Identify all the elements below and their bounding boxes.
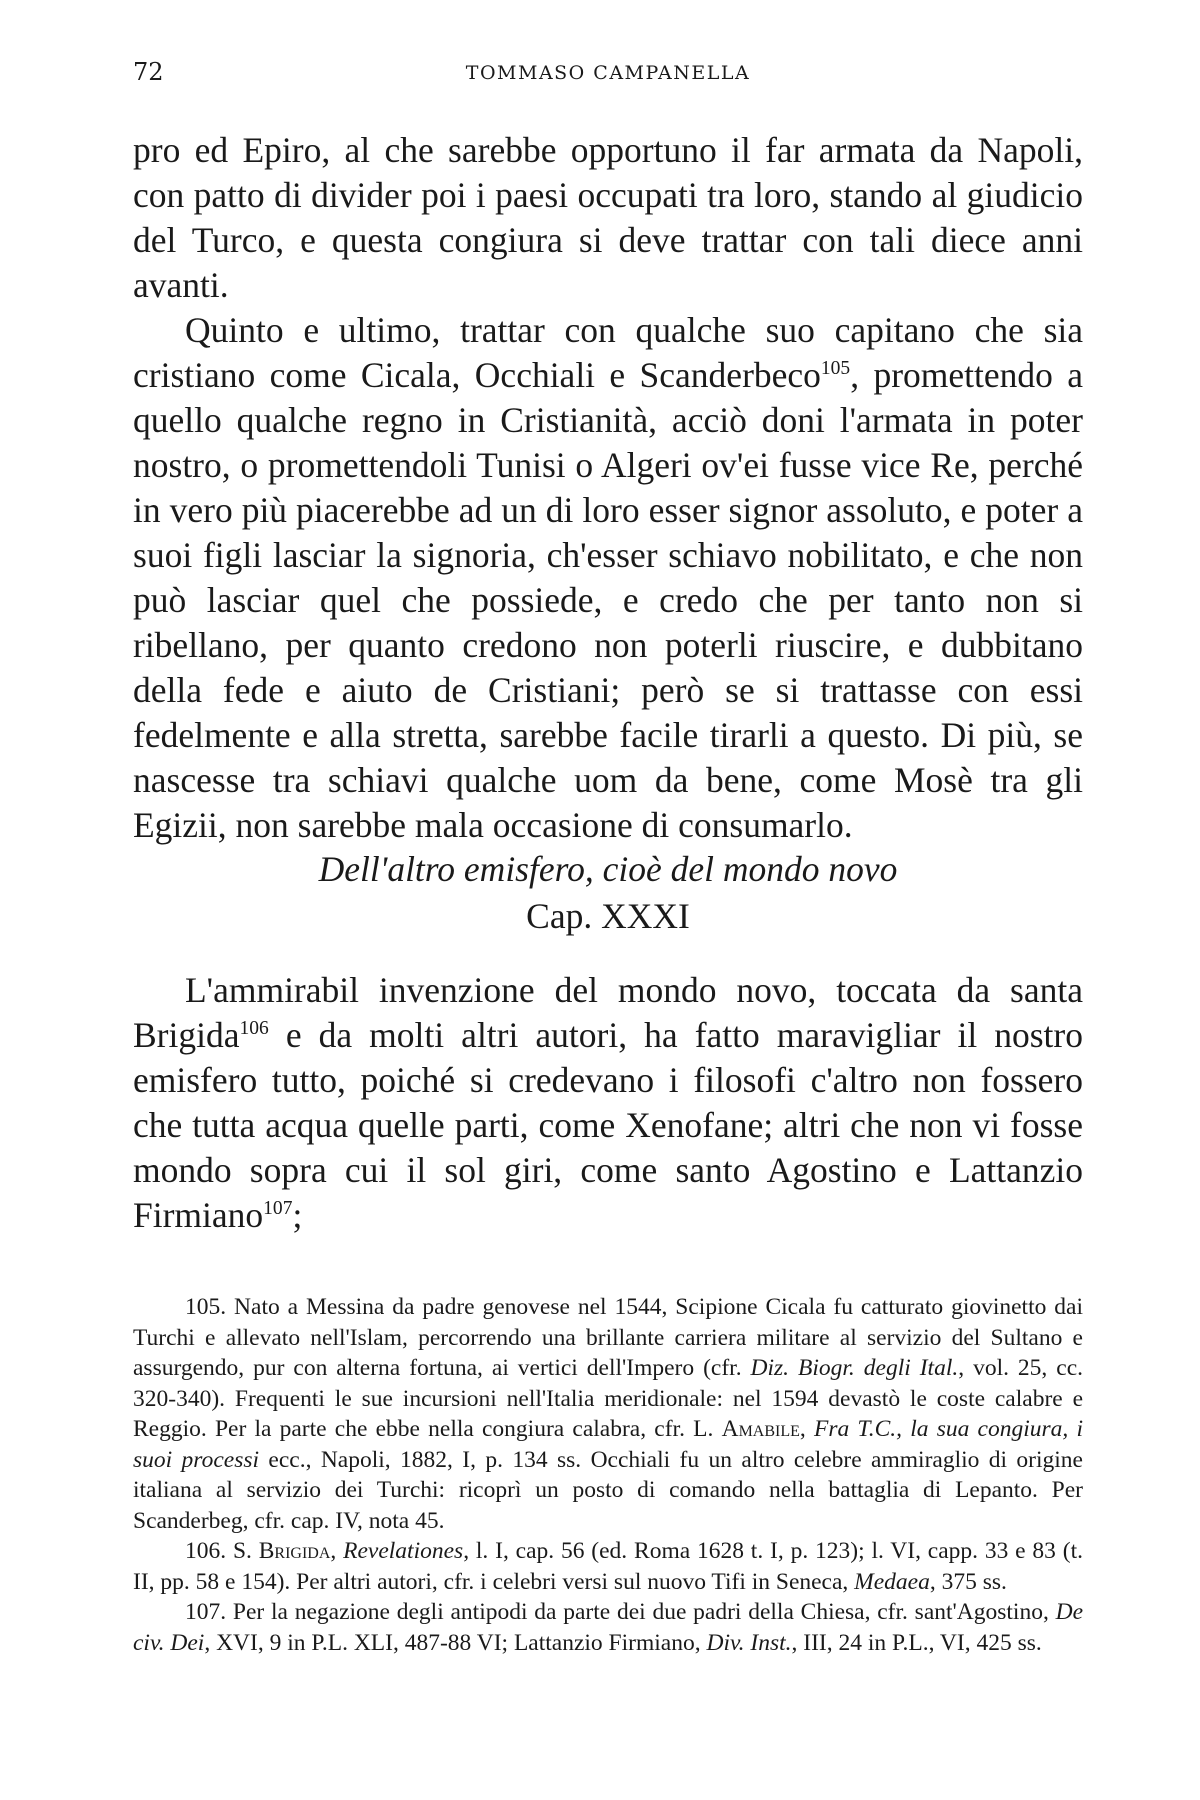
paragraph <box>133 968 1083 1238</box>
footnote-number: 105. <box>185 1294 227 1320</box>
footnote-107 <box>133 1597 1083 1658</box>
author-name: Amabile <box>721 1416 800 1442</box>
text-run: ; <box>292 1195 303 1235</box>
page-number: 72 <box>133 58 164 86</box>
text-run: Nato a Messina da padre genovese nel 1544, Scipione Cicala fu catturato giovinetto dai Turchi e allevato nell'Islam, percorrendo una brillante carriera militare al servizio del Sultano e assurgendo, pur con alterna fortuna, ai vertici dell'Impero (cfr. <box>133 1294 1083 1381</box>
text-run: , <box>799 1416 814 1442</box>
paragraph: pro ed Epiro, al che sarebbe opportuno il far armata da Napoli, con patto di divider poi i paesi occupati tra loro, stando al giudicio del Turco, e questa congiura si deve trattar con tali diece anni avanti. <box>133 130 1083 305</box>
text-run: , promettendo a quello qualche regno in Cristianità, acciò doni l'armata in poter nostro, o promettendoli Tunisi o Algeri ov'ei fusse vice Re, perché in vero più piacerebbe ad un di loro esser signor assoluto, e poter a suoi figli lasciar la signoria, ch'esser schiavo nobilitato, e che non può lasciar quel che possiede, e credo che per tanto non si ribellano, per quanto credono non poterli riuscire, e dubbitano della fede e aiuto de Cristiani; però se si trattasse con essi fedelmente e alla stretta, sarebbe facile tirarli a questo. Di più, se nascesse tra schiavi qualche uom da bene, come Mosè tra gli Egizii, non sarebbe mala occasione di consumarlo. <box>133 355 1083 845</box>
footnote-ref: 105 <box>820 358 851 380</box>
text-run: L'ammirabil invenzione del mondo novo, toccata da santa Brigida <box>133 970 1083 1055</box>
text-run: e da molti altri autori, ha fatto maravigliar il nostro emisfero tutto, poiché si credevano i filosofi c'altro non fossero che tutta acqua quelle parti, come Xenofane; altri che non vi fosse mondo sopra cui il sol giri, come santo Agostino e Lattanzio Firmiano <box>133 1015 1083 1235</box>
text-run: Per la negazione degli antipodi da parte dei due padri della Chiesa, cfr. sant'Agostino, <box>226 1599 1056 1625</box>
text-run: Quinto e ultimo, trattar con qualche suo capitano che sia cristiano come Cicala, Occhiali e Scanderbeco <box>133 310 1083 395</box>
text-run: , 375 ss. <box>929 1568 1007 1595</box>
citation-title: Revelationes <box>343 1538 464 1564</box>
footnote-number: 107. <box>185 1599 227 1625</box>
text-run: , III, 24 in P.L., VI, 425 ss. <box>791 1629 1042 1656</box>
author-name: Brigida <box>258 1538 331 1564</box>
citation-title: De civ. Dei <box>133 1599 1083 1656</box>
citation-title: Div. Inst. <box>706 1629 792 1656</box>
footnotes <box>133 1292 1083 1658</box>
footnote-105 <box>133 1292 1083 1536</box>
footnote-ref: 106 <box>239 1018 269 1040</box>
chapter-title: Dell'altro emisfero, cioè del mondo novo <box>318 849 898 889</box>
paragraph <box>133 308 1083 848</box>
citation-title: Medaea <box>854 1568 930 1595</box>
main-text <box>133 128 1083 848</box>
text-run: S. <box>226 1538 259 1564</box>
chapter-text <box>133 968 1083 1238</box>
footnote-number: 106. <box>185 1538 227 1564</box>
book-title: TOMMASO CAMPANELLA <box>465 62 751 84</box>
chapter-heading <box>133 846 1083 940</box>
citation-title: Fra T.C., la sua congiura, i suoi processi <box>133 1416 1084 1473</box>
text-run: , l. I, cap. 56 (ed. Roma 1628 t. I, p. 123); l. VI, capp. 33 e 83 (t. II, pp. 58 e 154). Per altri autori, cfr. i celebri versi sul nuovo Tifi in Seneca, <box>133 1538 1083 1595</box>
footnote-ref: 107 <box>263 1198 293 1220</box>
text-run: , <box>330 1538 344 1564</box>
text-run: , XVI, 9 in P.L. XLI, 487-88 VI; Lattanzio Firmiano, <box>204 1629 707 1656</box>
footnote-106 <box>133 1536 1083 1597</box>
chapter-number: Cap. XXXI <box>526 896 690 936</box>
text-run: ecc., Napoli, 1882, I, p. 134 ss. Occhiali fu un altro celebre ammiraglio di origine italiana al servizio dei Turchi: ricoprì un posto di comando nella battaglia di Lepanto. Per Scanderbeg, cfr. cap. IV, nota 45. <box>133 1446 1083 1534</box>
citation-title: Diz. Biogr. degli Ital. <box>750 1355 959 1381</box>
text-run: , vol. 25, cc. 320-340). Frequenti le sue incursioni nell'Italia meridionale: nel 1594 devastò le coste calabre e Reggio. Per la parte che ebbe nella congiura calabra, cfr. L. <box>133 1355 1083 1442</box>
running-head <box>133 58 1083 98</box>
